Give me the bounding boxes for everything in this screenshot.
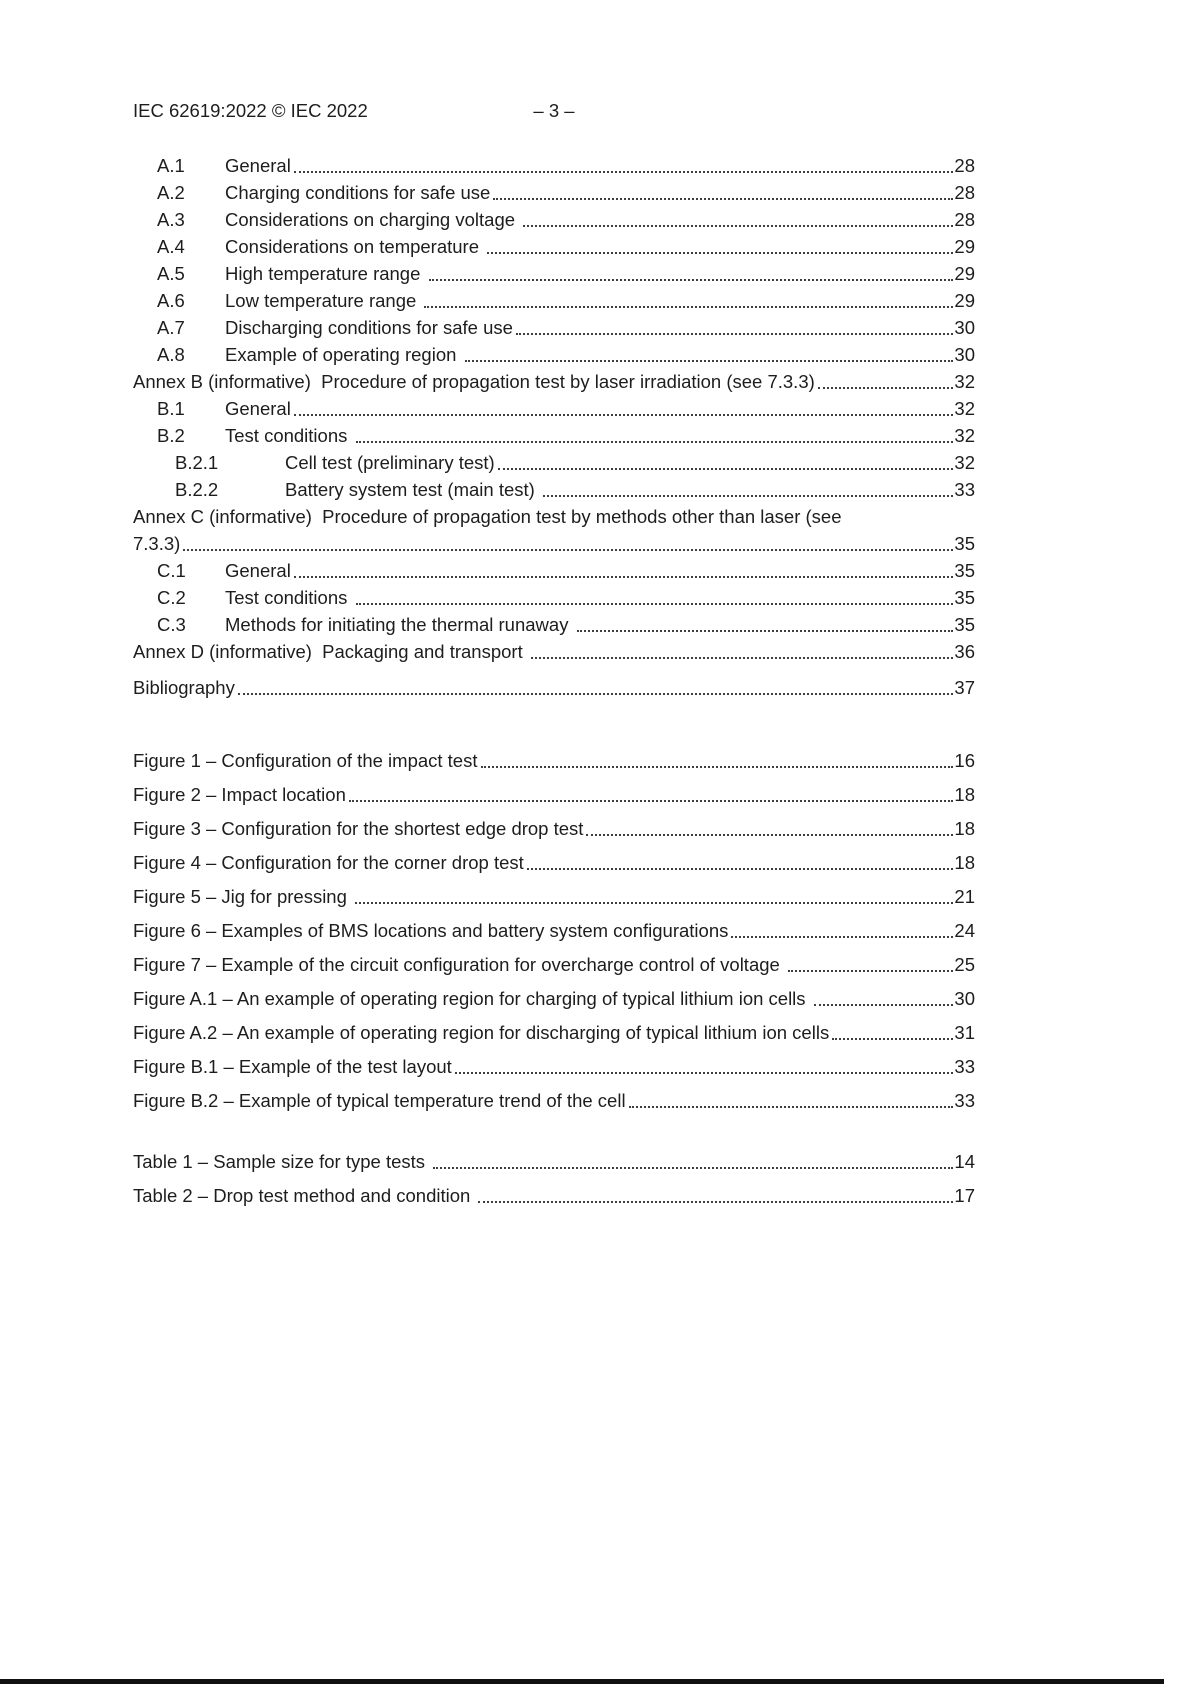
document-id: IEC 62619:2022 © IEC 2022 [133, 100, 368, 121]
toc-entry[interactable] [133, 422, 975, 449]
toc-leader-dots [356, 441, 954, 443]
toc-leader-dots [586, 834, 953, 836]
toc-entry[interactable] [133, 815, 975, 842]
toc-entry[interactable] [133, 503, 975, 530]
toc-entry-title: Figure B.1 – Example of the test layout [133, 1056, 452, 1077]
toc-entry-title: Figure B.2 – Example of typical temperature trend of the cell [133, 1090, 626, 1111]
toc-leader-dots [294, 576, 954, 578]
toc-entry-page: 36 [954, 641, 975, 662]
toc-leader-dots [814, 1004, 954, 1006]
toc-entry-page: 35 [954, 587, 975, 608]
toc-leader-dots [523, 225, 953, 227]
toc-leader-dots [433, 1167, 953, 1169]
toc-entry[interactable] [133, 287, 975, 314]
toc-entry[interactable] [133, 849, 975, 876]
toc-entry-page: 18 [954, 818, 975, 839]
toc-entry-label: C.2 [157, 587, 186, 608]
toc-entry-page: 29 [954, 263, 975, 284]
toc-entry-title: Table 1 – Sample size for type tests [133, 1151, 431, 1172]
toc-leader-dots [527, 868, 954, 870]
toc-leader-dots [429, 279, 954, 281]
toc-entry-page: 33 [954, 1090, 975, 1111]
toc-entry[interactable] [133, 314, 975, 341]
toc-entry-title: Annex D (informative) Packaging and transport [133, 641, 528, 662]
toc-leader-dots [818, 387, 954, 389]
toc-entry-title: 7.3.3) [133, 533, 181, 554]
toc-leader-dots [531, 657, 954, 659]
toc-entry-page: 37 [954, 677, 975, 698]
toc-entry[interactable] [133, 883, 975, 910]
toc-leader-dots [294, 171, 954, 173]
toc-entry[interactable] [133, 206, 975, 233]
toc-entry[interactable] [133, 476, 975, 503]
toc-entry-label: C.3 [157, 614, 186, 635]
toc-entry-label: A.6 [157, 290, 185, 311]
toc-entry-page: 28 [954, 182, 975, 203]
toc-entry[interactable] [133, 1019, 975, 1046]
toc-entry[interactable] [133, 233, 975, 260]
toc-entry-label: A.7 [157, 317, 185, 338]
toc-entry-label: A.1 [157, 155, 185, 176]
toc-entry-page: 30 [954, 988, 975, 1009]
toc-figures-list [133, 747, 975, 1114]
toc-entry-page: 18 [954, 784, 975, 805]
toc-leader-dots [355, 902, 953, 904]
toc-entry[interactable] [133, 584, 975, 611]
toc-leader-dots [788, 970, 953, 972]
toc-tables-list [133, 1148, 975, 1209]
toc-entry-page: 18 [954, 852, 975, 873]
page-header [133, 100, 975, 122]
toc-entry[interactable] [133, 638, 975, 665]
toc-entry-page: 29 [954, 290, 975, 311]
toc-entry-label: B.1 [157, 398, 185, 419]
toc-entry-label: A.8 [157, 344, 185, 365]
toc-entry-title: Bibliography [133, 677, 235, 698]
toc-entry[interactable] [133, 449, 975, 476]
toc-entry-page: 21 [954, 886, 975, 907]
toc-entry-title: Methods for initiating the thermal runaway [225, 614, 574, 635]
toc-entry[interactable] [133, 260, 975, 287]
toc-entry-title: Figure 4 – Configuration for the corner drop test [133, 852, 524, 873]
toc-entry-title: Charging conditions for safe use [225, 182, 491, 203]
toc-entry-title: Low temperature range [225, 290, 422, 311]
toc-leader-dots [238, 693, 954, 695]
toc-entry[interactable] [133, 985, 975, 1012]
toc-entry[interactable] [133, 152, 975, 179]
toc-entry[interactable] [133, 395, 975, 422]
toc-entry-title: Figure A.1 – An example of operating region for charging of typical lithium ion cells [133, 988, 811, 1009]
toc-entry-title: High temperature range [225, 263, 426, 284]
toc-entry-title: Annex B (informative) Procedure of propagation test by laser irradiation (see 7.3.3) [133, 371, 815, 392]
toc-entry[interactable] [133, 781, 975, 808]
toc-entry-page: 30 [954, 317, 975, 338]
toc-entry-label: C.1 [157, 560, 186, 581]
toc-entry-page: 32 [954, 425, 975, 446]
toc-leader-dots [465, 360, 954, 362]
toc-leader-dots [183, 549, 953, 551]
toc-entry-title: General [225, 155, 291, 176]
toc-entry[interactable] [133, 1182, 975, 1209]
toc-entry-title: Figure 5 – Jig for pressing [133, 886, 353, 907]
toc-entry-page: 32 [954, 452, 975, 473]
toc-entry-label: A.4 [157, 236, 185, 257]
toc-entry-page: 29 [954, 236, 975, 257]
toc-leader-dots [577, 630, 954, 632]
toc-entry[interactable] [133, 557, 975, 584]
toc-entry-title: Battery system test (main test) [285, 479, 540, 500]
toc-entry-label: B.2 [157, 425, 185, 446]
toc-leader-dots [731, 936, 953, 938]
toc-entry-title: Cell test (preliminary test) [285, 452, 495, 473]
toc-entry-page: 14 [954, 1151, 975, 1172]
toc-entry[interactable] [133, 674, 975, 701]
toc-leader-dots [349, 800, 954, 802]
scan-edge-bar [0, 1679, 1164, 1684]
toc-entry-label: A.3 [157, 209, 185, 230]
toc-entry-title: Figure 1 – Configuration of the impact test [133, 750, 478, 771]
toc-entry[interactable] [133, 951, 975, 978]
toc-entry-title: Test conditions [225, 587, 353, 608]
toc-leader-dots [294, 414, 954, 416]
toc-entry-label: A.5 [157, 263, 185, 284]
toc-leader-dots [481, 766, 954, 768]
toc-leader-dots [629, 1106, 954, 1108]
toc-entry[interactable] [133, 341, 975, 368]
toc-entry-page: 33 [954, 479, 975, 500]
toc-entry-page: 35 [954, 560, 975, 581]
toc-leader-dots [356, 603, 954, 605]
toc-entry-label: B.2.2 [175, 479, 219, 500]
toc-entry[interactable] [133, 530, 975, 557]
toc-leader-dots [424, 306, 953, 308]
toc-entry-title: Example of operating region [225, 344, 462, 365]
toc-clauses-list [133, 152, 975, 701]
toc-entry-title: Figure 2 – Impact location [133, 784, 346, 805]
toc-entry-label: A.2 [157, 182, 185, 203]
toc-entry-page: 32 [954, 398, 975, 419]
toc-leader-dots [543, 495, 953, 497]
toc-entry-page: 35 [954, 533, 975, 554]
page-number: – 3 – [533, 100, 575, 121]
toc-entry[interactable] [133, 917, 975, 944]
toc-entry-page: 16 [954, 750, 975, 771]
toc-entry-page: 25 [954, 954, 975, 975]
toc-entry-page: 30 [954, 344, 975, 365]
toc-leader-dots [487, 252, 953, 254]
toc-entry-page: 31 [954, 1022, 975, 1043]
toc-entry-title: Considerations on temperature [225, 236, 485, 257]
toc-entry[interactable] [133, 179, 975, 206]
toc-leader-dots [493, 198, 953, 200]
toc-entry-page: 17 [954, 1185, 975, 1206]
toc-entry-title: Discharging conditions for safe use [225, 317, 513, 338]
toc-leader-dots [478, 1201, 953, 1203]
toc-entry-title: General [225, 398, 291, 419]
toc-entry-title: Table 2 – Drop test method and condition [133, 1185, 476, 1206]
toc-entry-page: 28 [954, 155, 975, 176]
toc-leader-dots [498, 468, 954, 470]
toc-entry-title: Figure 6 – Examples of BMS locations and battery system configurations [133, 920, 729, 941]
toc-entry[interactable] [133, 1053, 975, 1080]
toc-entry[interactable] [133, 1148, 975, 1175]
toc-entry-label: B.2.1 [175, 452, 219, 473]
toc-entry-title: Annex C (informative) Procedure of propagation test by methods other than laser (see [133, 506, 842, 527]
toc-entry-title: Figure A.2 – An example of operating region for discharging of typical lithium ion cells [133, 1022, 830, 1043]
toc-entry-title: Figure 7 – Example of the circuit configuration for overcharge control of voltage [133, 954, 785, 975]
toc-entry[interactable] [133, 611, 975, 638]
toc-entry-page: 32 [954, 371, 975, 392]
toc-leader-dots [455, 1072, 954, 1074]
toc-entry-page: 28 [954, 209, 975, 230]
toc-entry[interactable] [133, 747, 975, 774]
toc-entry-page: 24 [954, 920, 975, 941]
toc-leader-dots [832, 1038, 953, 1040]
toc-entry-page: 35 [954, 614, 975, 635]
toc-entry-title: Considerations on charging voltage [225, 209, 521, 230]
document-page [133, 100, 975, 1216]
toc-leader-dots [516, 333, 953, 335]
toc-entry[interactable] [133, 1087, 975, 1114]
toc-entry-page: 33 [954, 1056, 975, 1077]
toc-entry-title: Test conditions [225, 425, 353, 446]
toc-entry-title: Figure 3 – Configuration for the shortest edge drop test [133, 818, 584, 839]
toc-entry[interactable] [133, 368, 975, 395]
toc-entry-title: General [225, 560, 291, 581]
